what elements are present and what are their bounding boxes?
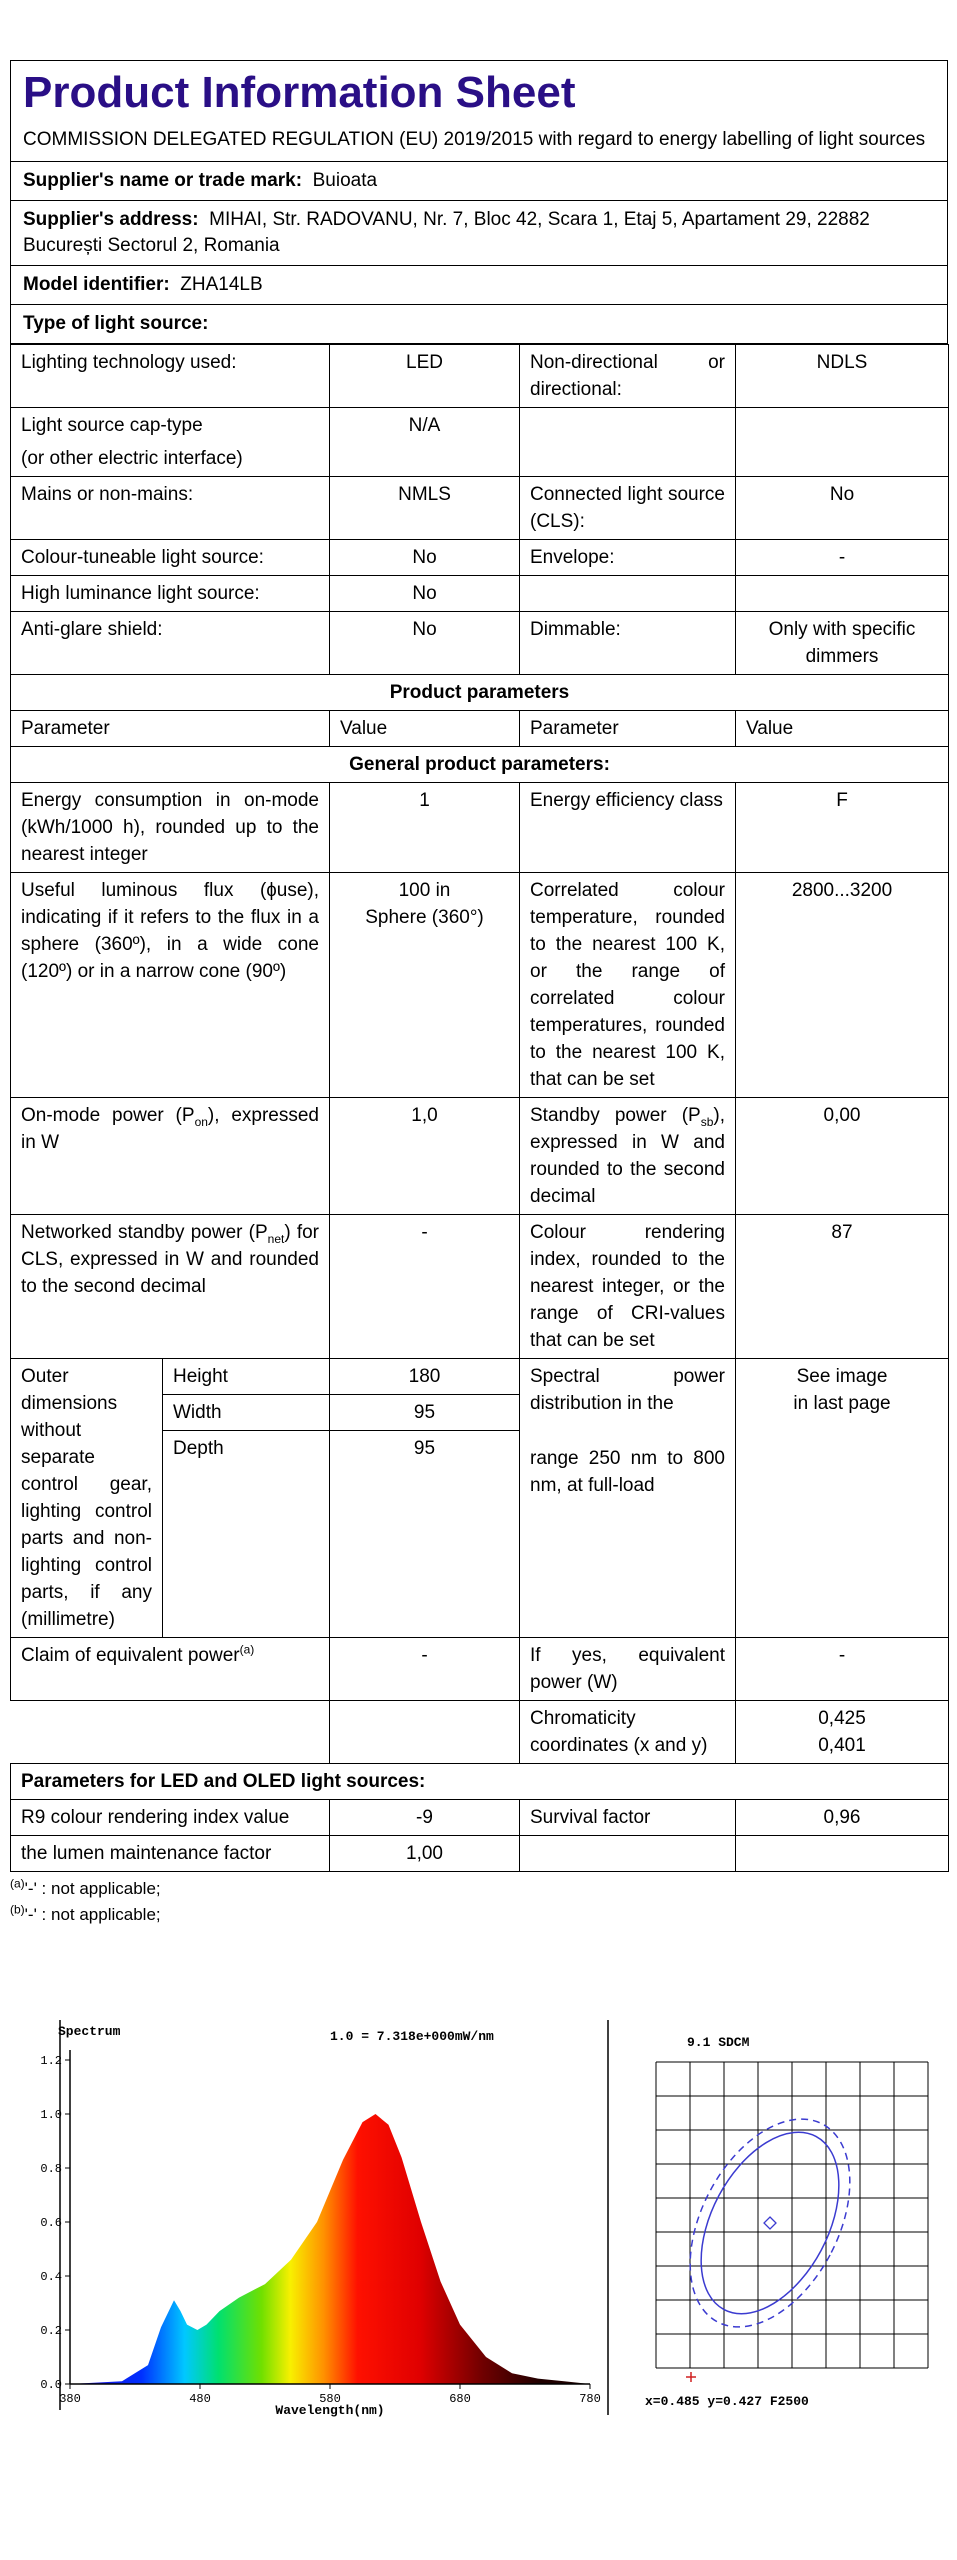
cap-label-line1: Light source cap-type — [21, 415, 203, 436]
cri-value: 87 — [736, 1215, 949, 1359]
depth-label: Depth — [163, 1431, 330, 1638]
claim-sup: (a) — [239, 1642, 255, 1657]
spd-label-line2: range 250 nm to 800 nm, at full-load — [530, 1448, 725, 1496]
equivalent-power-label: If yes, equivalent power (W) — [520, 1638, 736, 1701]
env-value: - — [736, 540, 949, 576]
table-row — [11, 540, 949, 576]
table-row — [11, 576, 949, 612]
cct-value: 2800...3200 — [736, 873, 949, 1098]
tech-value: LED — [330, 345, 520, 408]
efficiency-label: Energy efficiency class — [520, 783, 736, 873]
parameters-table — [10, 344, 949, 1872]
general-parameters-title: General product parameters: — [11, 747, 949, 783]
glare-label: Anti-glare shield: — [11, 612, 330, 675]
pnet-label-a: Networked standby power (P — [21, 1222, 268, 1243]
pon-sub: on — [194, 1114, 208, 1129]
empty-cell — [736, 408, 949, 477]
survival-factor-value: 0,96 — [736, 1800, 949, 1836]
spectrum-scale: 1.0 = 7.318e+000mW/nm — [330, 2029, 494, 2044]
chromaticity-y: 0,401 — [818, 1735, 866, 1756]
table-row — [11, 345, 949, 408]
table-row — [11, 675, 949, 711]
spectrum-xlabel: Wavelength(nm) — [275, 2403, 385, 2418]
led-parameters-title: Parameters for LED and OLED light sources: — [11, 1764, 949, 1800]
table-row — [11, 747, 949, 783]
table-row — [11, 1098, 949, 1215]
spectrum-y-tick-label: 0.0 — [40, 2378, 62, 2392]
sdcm-grid — [656, 2062, 928, 2368]
product-information-sheet — [10, 60, 948, 1928]
table-row — [11, 477, 949, 540]
col-header-parameter: Parameter — [11, 711, 330, 747]
spectrum-y-axis — [40, 2054, 70, 2392]
outer-dimensions-label: Outer dimensions without separate control gear, lighting control parts and non-lighting control parts, if any (millimetre) — [11, 1359, 163, 1638]
spd-value — [736, 1359, 949, 1638]
high-value: No — [330, 576, 520, 612]
depth-value: 95 — [330, 1431, 520, 1638]
spectrum-x-tick-label: 680 — [449, 2392, 471, 2406]
efficiency-value: F — [736, 783, 949, 873]
footnote-a-mark: (a) — [10, 1876, 25, 1891]
lumen-maintenance-value: 1,00 — [330, 1836, 520, 1872]
psb-sub: sb — [700, 1114, 714, 1129]
col-header-parameter: Parameter — [520, 711, 736, 747]
spectrum-x-tick-label: 480 — [189, 2392, 211, 2406]
r9-label: R9 colour rendering index value — [11, 1800, 330, 1836]
empty-cell — [736, 576, 949, 612]
mains-label: Mains or non-mains: — [11, 477, 330, 540]
cls-value: No — [736, 477, 949, 540]
pon-label-b: ), expressed in W — [21, 1105, 319, 1153]
empty-cell — [330, 1701, 520, 1764]
footnote-a — [10, 1876, 948, 1902]
footnote-a-text: '-' : not applicable; — [24, 1879, 161, 1898]
glare-value: No — [330, 612, 520, 675]
on-mode-power-value: 1,0 — [330, 1098, 520, 1215]
sdcm-center-marker — [764, 2217, 776, 2229]
width-label: Width — [163, 1395, 330, 1431]
table-row — [11, 408, 949, 477]
col-header-value: Value — [330, 711, 520, 747]
claim-equivalent-power-label — [11, 1638, 330, 1701]
table-row — [11, 1359, 949, 1395]
table-row — [11, 783, 949, 873]
model-identifier-label: Model identifier: — [23, 274, 170, 295]
cap-label — [11, 408, 330, 477]
product-parameters-title: Product parameters — [11, 675, 949, 711]
footnote-b-text: '-' : not applicable; — [24, 1905, 161, 1924]
cct-label: Correlated colour temperature, rounded to the nearest 100 K, or the range of correlated colour temperatures, rounded to the nearest 100 K, that can be set — [520, 873, 736, 1098]
table-row — [11, 612, 949, 675]
table-row — [11, 1638, 949, 1701]
dimmable-label: Dimmable: — [520, 612, 736, 675]
type-of-light-source-label: Type of light source: — [23, 313, 209, 334]
spectrum-chart — [40, 2020, 600, 2418]
footnote-b — [10, 1902, 948, 1928]
footnote-b-mark: (b) — [10, 1902, 25, 1917]
height-label: Height — [163, 1359, 330, 1395]
spectrum-x-tick-label: 780 — [579, 2392, 601, 2406]
empty-cell — [11, 1701, 330, 1764]
measurement-graphics — [10, 2010, 948, 2430]
standby-power-label — [520, 1098, 736, 1215]
table-row — [11, 873, 949, 1098]
dimmable-value: Only with specific dimmers — [736, 612, 949, 675]
flux-label: Useful luminous flux (ɸuse), indicating if it refers to the flux in a sphere (360º), in a wide cone (120º) or in a narrow cone (90º) — [11, 873, 330, 1098]
col-header-value: Value — [736, 711, 949, 747]
cap-label-line2: (or other electric interface) — [21, 448, 243, 469]
supplier-name-value: Buioata — [312, 170, 378, 191]
spd-value-line2: in last page — [793, 1393, 891, 1414]
lumen-maintenance-label: the lumen maintenance factor — [11, 1836, 330, 1872]
empty-cell — [520, 1836, 736, 1872]
sdcm-title: 9.1 SDCM — [687, 2035, 750, 2050]
table-row — [11, 1701, 949, 1764]
spectrum-x-tick-label: 580 — [319, 2392, 341, 2406]
flux-value-line2: Sphere (360°) — [365, 907, 484, 928]
chromaticity-x: 0,425 — [818, 1708, 866, 1729]
pnet-label-b: ) for CLS, expressed in W and rounded to the second decimal — [21, 1222, 320, 1297]
table-row — [11, 1215, 949, 1359]
table-row — [11, 1764, 949, 1800]
table-row — [11, 1836, 949, 1872]
supplier-name-label: Supplier's name or trade mark: — [23, 170, 303, 191]
spectrum-y-tick-label: 1.0 — [40, 2108, 62, 2122]
model-identifier-value: ZHA14LB — [180, 274, 263, 295]
page-title: Product Information Sheet — [23, 68, 576, 117]
standby-power-value: 0,00 — [736, 1098, 949, 1215]
supplier-address-label: Supplier's address: — [23, 209, 199, 230]
chromaticity-label: Chromaticity coordinates (x and y) — [520, 1701, 736, 1764]
tune-label: Colour-tuneable light source: — [11, 540, 330, 576]
model-identifier-row — [10, 266, 948, 305]
sdcm-diagram — [645, 2035, 928, 2409]
tech-label: Lighting technology used: — [11, 345, 330, 408]
r9-value: -9 — [330, 1800, 520, 1836]
tune-value: No — [330, 540, 520, 576]
spectrum-title: Spectrum — [58, 2024, 121, 2039]
sdcm-measured-point — [686, 2372, 696, 2382]
empty-cell — [520, 408, 736, 477]
energy-value: 1 — [330, 783, 520, 873]
height-value: 180 — [330, 1359, 520, 1395]
spectrum-area — [70, 2114, 590, 2384]
pon-label-a: On-mode power (P — [21, 1105, 195, 1126]
table-row — [11, 711, 949, 747]
mains-value: NMLS — [330, 477, 520, 540]
psb-label-a: Standby power (P — [530, 1105, 701, 1126]
type-of-light-source-row — [10, 305, 948, 344]
high-label: High luminance light source: — [11, 576, 330, 612]
pnet-sub: net — [267, 1231, 285, 1246]
empty-cell — [520, 576, 736, 612]
supplier-name-row — [10, 161, 948, 201]
footnotes — [10, 1876, 948, 1928]
spectrum-y-tick-label: 1.2 — [40, 2054, 62, 2068]
dir-label: Non-directional or directional: — [520, 345, 736, 408]
networked-standby-label — [11, 1215, 330, 1359]
spd-value-line1: See image — [796, 1366, 888, 1387]
graphics-svg — [10, 2010, 948, 2430]
env-label: Envelope: — [520, 540, 736, 576]
psb-label-b: ), expressed in W and rounded to the second decimal — [530, 1105, 725, 1207]
regulation-subtitle: COMMISSION DELEGATED REGULATION (EU) 2019/2015 with regard to energy labelling of light sources — [23, 129, 926, 150]
spectrum-y-tick-label: 0.8 — [40, 2162, 62, 2176]
dir-value: NDLS — [736, 345, 949, 408]
claim-equivalent-power-value: - — [330, 1638, 520, 1701]
energy-label: Energy consumption in on-mode (kWh/1000 h), rounded up to the nearest integer — [11, 783, 330, 873]
spectrum-y-tick-label: 0.2 — [40, 2324, 62, 2338]
supplier-address-value: MIHAI, Str. RADOVANU, Nr. 7, Bloc 42, Scara 1, Etaj 5, Apartament 29, 22882 București Sectorul 2, Romania — [23, 209, 870, 256]
chromaticity-value — [736, 1701, 949, 1764]
spd-label — [520, 1359, 736, 1638]
spectrum-x-tick-label: 380 — [59, 2392, 81, 2406]
equivalent-power-value: - — [736, 1638, 949, 1701]
title-block — [10, 60, 948, 161]
flux-value — [330, 873, 520, 1098]
table-row — [11, 1800, 949, 1836]
survival-factor-label: Survival factor — [520, 1800, 736, 1836]
on-mode-power-label — [11, 1098, 330, 1215]
flux-value-line1: 100 in — [398, 880, 451, 901]
spectrum-y-tick-label: 0.6 — [40, 2216, 62, 2230]
empty-cell — [736, 1836, 949, 1872]
claim-label-text: Claim of equivalent power — [21, 1645, 240, 1666]
cri-label: Colour rendering index, rounded to the nearest integer, or the range of CRI-values that can be set — [520, 1215, 736, 1359]
networked-standby-value: - — [330, 1215, 520, 1359]
spectrum-y-tick-label: 0.4 — [40, 2270, 62, 2284]
sdcm-readout: x=0.485 y=0.427 F2500 — [645, 2394, 809, 2409]
cls-label: Connected light source (CLS): — [520, 477, 736, 540]
cap-value: N/A — [330, 408, 520, 477]
supplier-address-row — [10, 201, 948, 266]
width-value: 95 — [330, 1395, 520, 1431]
spd-label-line1: Spectral power distribution in the — [530, 1366, 725, 1414]
